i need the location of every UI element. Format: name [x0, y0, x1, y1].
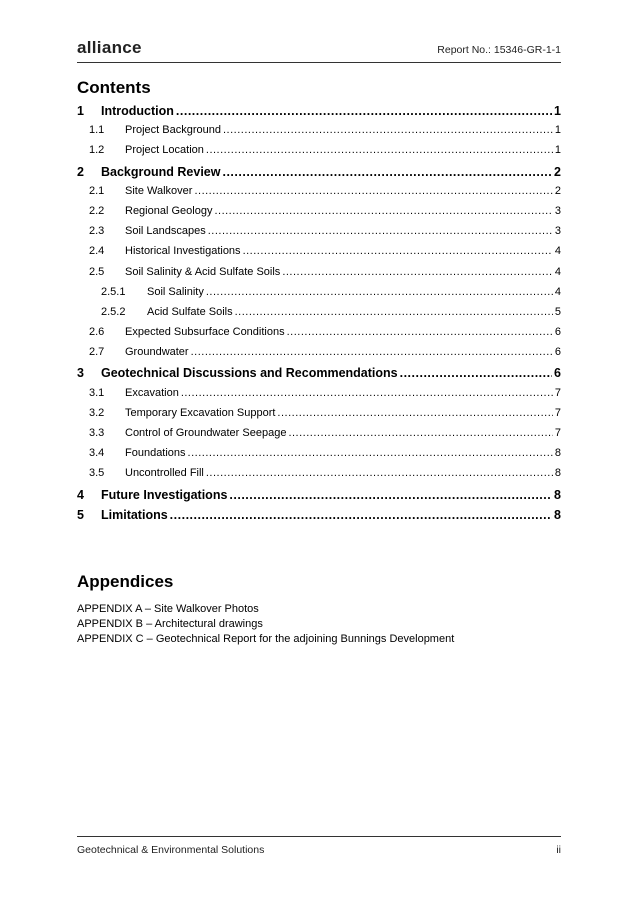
- toc-entry-title: Expected Subsurface Conditions: [125, 326, 285, 339]
- toc-entry-page: 2: [554, 184, 561, 197]
- toc-entry-number: 3.2: [89, 406, 105, 419]
- toc-entry-page: 4: [554, 285, 561, 298]
- toc-entry-title: Soil Salinity & Acid Sulfate Soils: [125, 265, 281, 278]
- toc-entry-number: 1: [77, 104, 84, 118]
- toc-entry-title: Background Review: [101, 164, 221, 179]
- toc-entry-title: Excavation: [125, 386, 179, 399]
- toc-entry-title: Control of Groundwater Seepage: [125, 427, 287, 439]
- toc-entry[interactable]: [77, 104, 561, 124]
- toc-leader-dots: [400, 366, 552, 380]
- toc-entry-number: 4: [77, 487, 84, 502]
- toc-entry-number: 1.2: [89, 144, 105, 157]
- toc-entry-number: 3.3: [89, 427, 105, 439]
- toc-leader-dots: [191, 346, 553, 358]
- contents-heading: Contents: [77, 78, 151, 97]
- toc-leader-dots: [181, 387, 553, 399]
- toc-entry-page: 7: [554, 427, 561, 439]
- toc-leader-dots: [170, 508, 552, 522]
- toc-entry[interactable]: [77, 306, 561, 326]
- toc-entry-page: 3: [554, 204, 561, 217]
- appendix-item[interactable]: APPENDIX B – Architectural drawings: [77, 618, 263, 630]
- toc-leader-dots: [287, 326, 553, 338]
- toc-entry-number: 1.1: [89, 124, 105, 137]
- toc-entry-page: 8: [554, 467, 561, 480]
- toc-entry[interactable]: [77, 387, 561, 407]
- toc-leader-dots: [206, 467, 553, 479]
- toc-entry-title: Acid Sulfate Soils: [147, 305, 233, 318]
- table-of-contents: [77, 104, 561, 528]
- page-number: ii: [556, 844, 561, 856]
- header-divider: [77, 62, 561, 63]
- toc-leader-dots: [277, 407, 552, 419]
- toc-entry[interactable]: [77, 346, 561, 366]
- toc-entry[interactable]: [77, 185, 561, 205]
- toc-entry[interactable]: [77, 144, 561, 164]
- toc-entry-number: 5: [77, 507, 84, 522]
- toc-leader-dots: [222, 165, 552, 179]
- toc-entry-page: 7: [554, 406, 561, 419]
- toc-entry-number: 2.3: [89, 225, 105, 238]
- toc-entry-title: Project Location: [125, 144, 204, 157]
- toc-entry-page: 8: [554, 447, 561, 460]
- report-number: Report No.: 15346-GR-1-1: [437, 44, 561, 56]
- toc-entry-title: Introduction: [101, 104, 174, 118]
- toc-entry[interactable]: [77, 407, 561, 427]
- toc-leader-dots: [223, 124, 553, 136]
- toc-entry-number: 3.1: [89, 386, 105, 399]
- toc-entry-page: 7: [554, 386, 561, 399]
- toc-leader-dots: [288, 427, 552, 439]
- toc-entry-page: 8: [554, 507, 561, 522]
- toc-entry[interactable]: [77, 447, 561, 467]
- toc-entry-number: 2.2: [89, 204, 105, 217]
- toc-entry-title: Uncontrolled Fill: [125, 467, 204, 480]
- toc-leader-dots: [214, 205, 552, 217]
- toc-entry-number: 2.1: [89, 184, 105, 197]
- toc-entry-number: 3: [77, 366, 84, 381]
- appendix-item[interactable]: APPENDIX A – Site Walkover Photos: [77, 603, 259, 615]
- toc-entry[interactable]: [77, 266, 561, 286]
- toc-entry-number: 2.7: [89, 346, 105, 359]
- toc-entry-title: Site Walkover: [125, 184, 193, 197]
- toc-entry-title: Groundwater: [125, 346, 189, 359]
- toc-entry-page: 2: [554, 164, 561, 179]
- toc-entry-number: 2.6: [89, 326, 105, 339]
- toc-leader-dots: [206, 144, 553, 156]
- toc-entry[interactable]: [77, 225, 561, 245]
- toc-leader-dots: [229, 488, 552, 502]
- toc-entry-page: 4: [554, 265, 561, 278]
- toc-entry[interactable]: [77, 205, 561, 225]
- toc-entry-number: 2.5.2: [101, 305, 126, 318]
- toc-leader-dots: [208, 225, 553, 237]
- toc-leader-dots: [188, 447, 553, 459]
- toc-entry-title: Soil Salinity: [147, 285, 204, 298]
- toc-entry-number: 3.5: [89, 467, 105, 480]
- toc-entry[interactable]: [77, 366, 561, 386]
- toc-entry-page: 6: [554, 366, 561, 381]
- toc-entry-page: 6: [554, 346, 561, 359]
- toc-entry-page: 4: [554, 245, 561, 258]
- toc-entry-page: 1: [554, 124, 561, 137]
- toc-entry-page: 1: [554, 104, 561, 118]
- toc-entry-page: 6: [554, 326, 561, 339]
- toc-entry-title: Soil Landscapes: [125, 225, 206, 238]
- toc-entry[interactable]: [77, 165, 561, 185]
- toc-entry[interactable]: [77, 326, 561, 346]
- toc-entry-page: 3: [554, 225, 561, 238]
- company-logo: alliance: [77, 38, 142, 57]
- toc-leader-dots: [176, 104, 552, 118]
- toc-entry[interactable]: [77, 245, 561, 265]
- toc-entry[interactable]: [77, 427, 561, 447]
- toc-entry[interactable]: [77, 488, 561, 508]
- footer-divider: [77, 836, 561, 837]
- toc-entry[interactable]: [77, 124, 561, 144]
- toc-entry-number: 2: [77, 164, 84, 179]
- toc-entry[interactable]: [77, 467, 561, 487]
- toc-entry[interactable]: [77, 286, 561, 306]
- toc-leader-dots: [282, 266, 553, 278]
- toc-entry-number: 2.4: [89, 245, 105, 258]
- toc-entry-page: 1: [554, 144, 561, 157]
- toc-entry-number: 2.5.1: [101, 285, 126, 298]
- toc-leader-dots: [206, 286, 553, 298]
- appendix-list: [77, 602, 454, 647]
- footer-text: Geotechnical & Environmental Solutions: [77, 844, 265, 856]
- appendices-heading: Appendices: [77, 572, 174, 591]
- toc-entry-title: Regional Geology: [125, 204, 213, 217]
- toc-leader-dots: [194, 185, 552, 197]
- toc-entry-title: Temporary Excavation Support: [125, 406, 276, 419]
- toc-entry-title: Geotechnical Discussions and Recommendations: [101, 366, 398, 381]
- toc-leader-dots: [243, 245, 553, 257]
- appendix-item[interactable]: APPENDIX C – Geotechnical Report for the adjoining Bunnings Development: [77, 633, 455, 645]
- toc-entry[interactable]: [77, 508, 561, 528]
- toc-entry-number: 2.5: [89, 265, 105, 278]
- toc-entry-title: Project Background: [125, 124, 221, 137]
- toc-entry-page: 8: [554, 487, 561, 502]
- toc-entry-number: 3.4: [89, 447, 105, 460]
- toc-entry-title: Historical Investigations: [125, 245, 241, 258]
- toc-entry-title: Foundations: [125, 447, 186, 460]
- toc-entry-title: Limitations: [101, 507, 168, 522]
- toc-entry-title: Future Investigations: [101, 487, 228, 502]
- toc-entry-page: 5: [554, 305, 561, 318]
- toc-leader-dots: [235, 306, 553, 318]
